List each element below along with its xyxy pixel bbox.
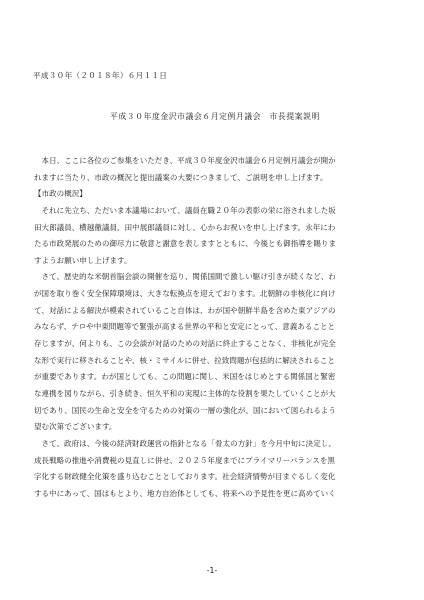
body-line: みならず、テロや中東問題等で緊張が高まる世界の平和と安定にとって、意義あることと (34, 322, 336, 332)
body-line: 望む次第でございます。 (34, 422, 117, 432)
body-line: すようお願い申し上げます。 (34, 255, 132, 265)
body-line: 成長戦略の推進や消費税の見直しに併せ、２０２５年度までにプライマリーバランスを黒 (34, 455, 335, 465)
body-line: さて、歴史的な米朝首脳会談の開催を巡り、関係国間で激しい駆け引きが続くなど、わ (34, 272, 336, 282)
section-heading: 【市政の概況】 (34, 189, 87, 199)
body-line: な形で実行に移されることや、核・ミサイルに併せ、拉致問題が包括的に解決されること (34, 355, 336, 365)
body-line: 存じますが、何よりも、この会談が対話のための対話に終止することなく、非核化が完全 (34, 339, 336, 349)
body-line: さて、政府は、今後の経済財政運営の指針となる「骨太の方針」を今月中旬に決定し、 (34, 438, 336, 448)
document-body (34, 153, 386, 502)
document-date: 平成３０年（２０１８年）６月１１日 (33, 71, 168, 80)
body-line: な連携を図りながら、引き続き、恒久平和の実現に主体的な役割を果たしていくことが大 (34, 388, 336, 398)
body-line: 字化する財政健全化策を盛り込むこととしております。社会経済情勢が目まぐるしく変化 (34, 472, 336, 482)
body-line: 本日、ここに各位のご参集をいただき、平成３０年度金沢市議会６月定例月議会が開か (34, 156, 336, 165)
body-line: が国を取り巻く安全保障環境は、大きな転換点を迎えております。北朝鮮の非核化に向け (34, 289, 336, 299)
body-line: たる市政発展のための御尽力に敬意と謝意を表しますとともに、今後とも御指導を賜りま (34, 239, 336, 249)
body-line: て、対話による解決が模索されていること自体は、わが国や朝鮮半島を含めた東アジアの (34, 305, 336, 315)
body-line: する中にあって、国はもとより、地方自治体としても、将来への予見性を更に高めていく (34, 488, 336, 498)
page-number: -1- (206, 566, 218, 575)
body-line: それに先立ち、ただいま本議場において、議員在職２０年の表彰の栄に浴されました坂 (34, 205, 336, 215)
body-line: 切であり、国民の生命と安全を守るための対策の一層の強化が、国において図られるよう (34, 405, 336, 415)
document-title: 平成３０年度金沢市議会６月定例月議会 市長提案説明 (110, 112, 320, 121)
body-line: が重要であります。わが国としても、この問題に関し、米国をはじめとする関係国と緊密 (34, 372, 336, 382)
body-line: 田大郎議員、横越徹議員、田中展郎議員に対し、心からお祝いを申し上げます。永年にわ (34, 222, 336, 232)
body-line: れますに当たり、市政の概況と提出議案の大要につきまして、ご説明を申し上げます。 (34, 172, 328, 182)
